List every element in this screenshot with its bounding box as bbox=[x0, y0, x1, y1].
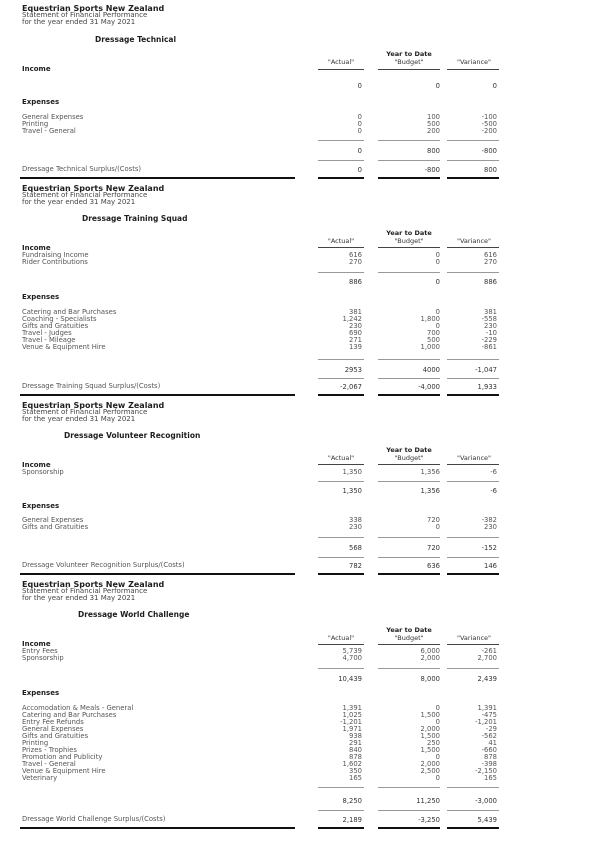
col-header-budget: "Budget" bbox=[394, 634, 424, 642]
income-total-budget: 8,000 bbox=[420, 675, 440, 683]
surplus-label: Dressage Training Squad Surplus/(Costs) bbox=[22, 382, 161, 390]
expense-variances: -100 -500 -200 bbox=[481, 113, 497, 135]
statement-title: Statement of Financial Performance bbox=[22, 11, 148, 19]
section-title: Dressage Training Squad bbox=[82, 214, 188, 223]
income-budgets: 6,000 2,000 bbox=[420, 647, 440, 662]
col-header-actual: "Actual" bbox=[327, 58, 355, 66]
surplus-budget: -800 bbox=[424, 166, 440, 174]
col-header-actual: "Actual" bbox=[327, 454, 355, 462]
org-name: Equestrian Sports New Zealand bbox=[22, 184, 165, 193]
income-total-budget: 1,356 bbox=[420, 487, 440, 495]
period-label: for the year ended 31 May 2021 bbox=[22, 198, 136, 206]
col-header-budget: "Budget" bbox=[394, 58, 424, 66]
surplus-variance: 146 bbox=[484, 562, 497, 570]
income-total-actual: 1,350 bbox=[342, 487, 362, 495]
surplus-label: Dressage Volunteer Recognition Surplus/(Costs) bbox=[22, 561, 185, 569]
period-label: for the year ended 31 May 2021 bbox=[22, 594, 136, 602]
col-header-actual: "Actual" bbox=[327, 634, 355, 642]
surplus-actual: 782 bbox=[349, 562, 362, 570]
expense-budgets: 0 1,800 0 700 500 1,000 bbox=[420, 308, 440, 351]
income-total-budget: 0 bbox=[435, 278, 440, 286]
org-name: Equestrian Sports New Zealand bbox=[22, 4, 165, 13]
org-name: Equestrian Sports New Zealand bbox=[22, 580, 165, 589]
income-variances: -261 2,700 bbox=[477, 647, 497, 662]
income-heading: Income bbox=[22, 244, 51, 252]
col-header-ytd: Year to Date bbox=[386, 446, 432, 454]
income-total-actual: 886 bbox=[349, 278, 362, 286]
surplus-actual: 0 bbox=[357, 166, 362, 174]
expenses-heading: Expenses bbox=[22, 502, 60, 510]
expense-total-actual: 568 bbox=[349, 544, 362, 552]
period-label: for the year ended 31 May 2021 bbox=[22, 18, 136, 26]
expense-total-variance: -152 bbox=[481, 544, 497, 552]
expense-actuals: 381 1,242 230 690 271 139 bbox=[342, 308, 362, 351]
expense-total-budget: 800 bbox=[427, 147, 440, 155]
col-header-budget: "Budget" bbox=[394, 237, 424, 245]
income-variances: -6 bbox=[490, 468, 497, 476]
expenses-heading: Expenses bbox=[22, 689, 60, 697]
surplus-variance: 1,933 bbox=[477, 383, 497, 391]
expense-total-actual: 8,250 bbox=[342, 797, 362, 805]
income-total-actual: 0 bbox=[357, 82, 362, 90]
income-total-variance: 0 bbox=[492, 82, 497, 90]
expense-actuals: 0 0 0 bbox=[357, 113, 362, 135]
col-header-budget: "Budget" bbox=[394, 454, 424, 462]
surplus-actual: 2,189 bbox=[342, 816, 362, 824]
income-actuals: 5,739 4,700 bbox=[342, 647, 362, 662]
expense-total-budget: 4000 bbox=[422, 366, 440, 374]
section-title: Dressage World Challenge bbox=[78, 610, 190, 619]
income-total-variance: 886 bbox=[484, 278, 497, 286]
income-labels: Fundraising Income Rider Contributions bbox=[22, 251, 89, 266]
surplus-label: Dressage Technical Surplus/(Costs) bbox=[22, 165, 142, 173]
expenses-heading: Expenses bbox=[22, 293, 60, 301]
col-header-variance: "Variance" bbox=[456, 237, 492, 245]
col-header-actual: "Actual" bbox=[327, 237, 355, 245]
surplus-budget: -4,000 bbox=[418, 383, 440, 391]
income-actuals: 616 270 bbox=[349, 251, 362, 266]
col-header-ytd: Year to Date bbox=[386, 626, 432, 634]
expense-total-variance: -1,047 bbox=[475, 366, 497, 374]
expense-actuals: 338 230 bbox=[349, 516, 362, 531]
surplus-variance: 5,439 bbox=[477, 816, 497, 824]
expense-budgets: 720 0 bbox=[427, 516, 440, 531]
expense-labels: Accomodation & Meals - General Catering and Bar Purchases Entry Fee Refunds General Expenses Gifts and Gratuities Printing Prizes - Trophies Promotion and Publicity Travel - General Venue & Equipment Hire Veterinary bbox=[22, 704, 134, 782]
col-header-ytd: Year to Date bbox=[386, 229, 432, 237]
surplus-label: Dressage World Challenge Surplus/(Costs) bbox=[22, 815, 166, 823]
income-variances: 616 270 bbox=[484, 251, 497, 266]
expense-total-variance: -800 bbox=[481, 147, 497, 155]
expense-total-variance: -3,000 bbox=[475, 797, 497, 805]
section-title: Dressage Volunteer Recognition bbox=[64, 431, 201, 440]
surplus-budget: 636 bbox=[427, 562, 440, 570]
surplus-variance: 800 bbox=[484, 166, 497, 174]
expense-variances: 381 -558 230 -10 -229 -861 bbox=[481, 308, 497, 351]
expenses-heading: Expenses bbox=[22, 98, 60, 106]
expense-budgets: 0 1,500 0 2,000 1,500 250 1,500 0 2,000 2,500 0 bbox=[420, 704, 440, 782]
surplus-budget: -3,250 bbox=[418, 816, 440, 824]
income-total-budget: 0 bbox=[435, 82, 440, 90]
expense-total-actual: 0 bbox=[357, 147, 362, 155]
income-actuals: 1,350 bbox=[342, 468, 362, 476]
expense-budgets: 100 500 200 bbox=[427, 113, 440, 135]
statement-title: Statement of Financial Performance bbox=[22, 587, 148, 595]
expense-labels: General Expenses Gifts and Gratuities bbox=[22, 516, 89, 531]
expense-actuals: 1,391 1,025 -1,201 1,971 938 291 840 878 1,602 350 165 bbox=[340, 704, 362, 782]
col-header-variance: "Variance" bbox=[456, 634, 492, 642]
section-title: Dressage Technical bbox=[95, 35, 177, 44]
income-budgets: 1,356 bbox=[420, 468, 440, 476]
statement-title: Statement of Financial Performance bbox=[22, 191, 148, 199]
income-total-variance: 2,439 bbox=[477, 675, 497, 683]
expense-total-actual: 2953 bbox=[344, 366, 362, 374]
col-header-variance: "Variance" bbox=[456, 454, 492, 462]
org-name: Equestrian Sports New Zealand bbox=[22, 401, 165, 410]
expense-variances: -382 230 bbox=[481, 516, 497, 531]
expense-labels: Catering and Bar Purchases Coaching - Specialists Gifts and Gratuities Travel - Judges Travel - Mileage Venue & Equipment Hire bbox=[22, 308, 117, 351]
statement-title: Statement of Financial Performance bbox=[22, 408, 148, 416]
income-total-actual: 10,439 bbox=[338, 675, 362, 683]
expense-variances: 1,391 -475 -1,201 -29 -562 41 -660 878 -398 -2,150 165 bbox=[475, 704, 497, 782]
expense-total-budget: 11,250 bbox=[416, 797, 440, 805]
surplus-actual: -2,067 bbox=[340, 383, 362, 391]
income-labels: Entry Fees Sponsorship bbox=[22, 647, 64, 662]
income-heading: Income bbox=[22, 65, 51, 73]
col-header-ytd: Year to Date bbox=[386, 50, 432, 58]
income-total-variance: -6 bbox=[490, 487, 497, 495]
income-heading: Income bbox=[22, 461, 51, 469]
col-header-variance: "Variance" bbox=[456, 58, 492, 66]
expense-labels: General Expenses Printing Travel - General bbox=[22, 113, 84, 135]
income-labels: Sponsorship bbox=[22, 468, 64, 476]
income-budgets: 0 0 bbox=[435, 251, 440, 266]
expense-total-budget: 720 bbox=[427, 544, 440, 552]
income-heading: Income bbox=[22, 640, 51, 648]
period-label: for the year ended 31 May 2021 bbox=[22, 415, 136, 423]
